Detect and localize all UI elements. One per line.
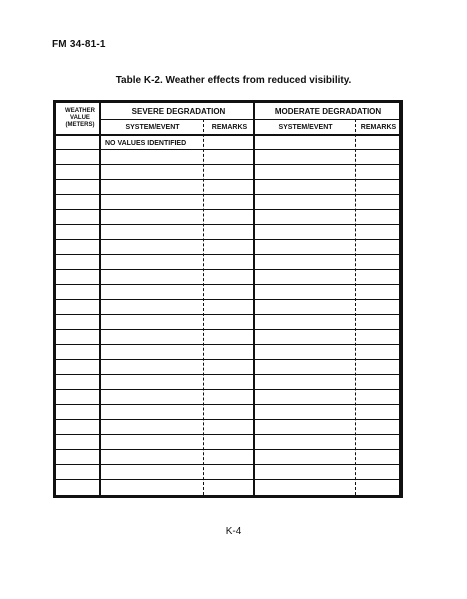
document-id: FM 34-81-1 [52,39,106,50]
weather-effects-table [53,100,403,498]
row-divider [56,314,401,315]
row-divider [56,239,401,240]
row-divider [99,119,401,120]
row-divider [56,449,401,450]
row-divider [56,269,401,270]
severe-remarks-header: REMARKS [211,124,248,131]
row-divider [56,419,401,420]
row-divider [56,164,401,165]
severe-system-event-header: SYSTEM/EVENT [125,124,180,131]
row-divider [56,404,401,405]
column-divider [203,119,204,495]
row-divider [56,149,401,150]
column-divider [355,119,356,495]
weather-header-line-3: (METERS) [65,122,95,128]
row-divider [56,374,401,375]
row-divider [56,434,401,435]
row-divider [56,134,401,136]
row-divider [56,344,401,345]
row-divider [56,389,401,390]
row-divider [56,464,401,465]
row-divider [56,359,401,360]
weather-header-line-1: WEATHER [65,108,95,114]
severe-degradation-header: SEVERE DEGRADATION [131,107,226,116]
row-divider [56,329,401,330]
weather-header-line-2: VALUE [70,115,90,121]
moderate-remarks-header: REMARKS [360,124,397,131]
row-divider [56,209,401,210]
table-caption: Table K-2. Weather effects from reduced visibility. [115,75,352,86]
row-divider [56,254,401,255]
page-number: K-4 [225,526,242,537]
row-divider [56,194,401,195]
row-divider [56,179,401,180]
row-divider [56,284,401,285]
moderate-system-event-header: SYSTEM/EVENT [278,124,333,131]
moderate-degradation-header: MODERATE DEGRADATION [274,107,382,116]
row-divider [56,299,401,300]
row-divider [56,479,401,480]
first-row-entry: NO VALUES IDENTIFIED [105,140,187,147]
row-divider [56,224,401,225]
